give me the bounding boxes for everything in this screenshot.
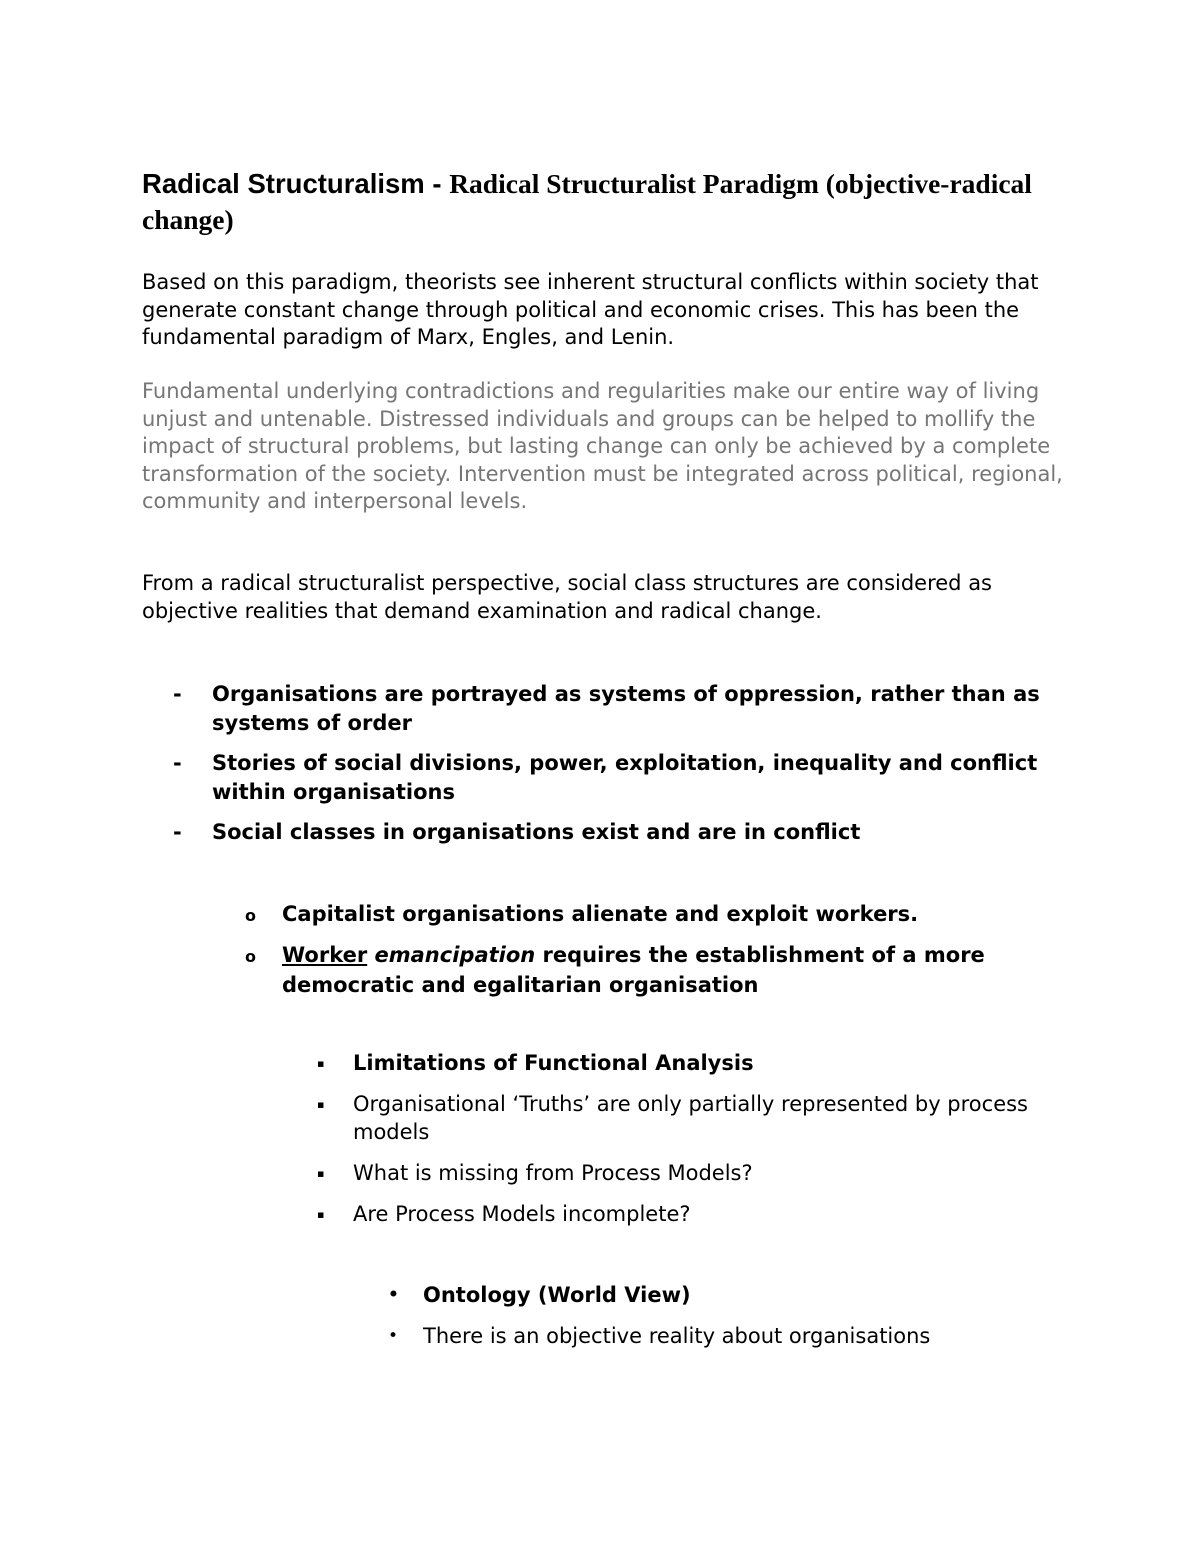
list-item <box>173 749 1053 807</box>
list-item-text: What is missing from Process Models? <box>353 1161 753 1185</box>
round-bullet-icon: • <box>388 1326 399 1346</box>
list-item <box>388 1281 1068 1309</box>
title-part-serif: Radical Structuralist Paradigm (objective-radical change) <box>142 168 1032 235</box>
document-title <box>142 166 1102 238</box>
list-item <box>317 1090 1037 1146</box>
square-bullet-icon: ▪ <box>317 1098 325 1111</box>
list-item-text: Ontology (World View) <box>423 1283 691 1307</box>
list-item-text: There is an objective reality about organisations <box>423 1324 931 1348</box>
square-list <box>317 1049 1037 1241</box>
round-bullet-icon: • <box>388 1285 399 1305</box>
list-item <box>245 940 1025 1000</box>
paragraph-paradigm-intro: Based on this paradigm, theorists see inherent structural conflicts within society that generate constant change through political and economic crises. This has been the fundamental paradigm of Marx, Engles, and Lenin. <box>142 270 1039 349</box>
list-item-text: Stories of social divisions, power, exploitation, inequality and conflict within organisations <box>212 751 1038 804</box>
square-bullet-icon: ▪ <box>317 1208 325 1221</box>
dash-marker: - <box>173 820 182 844</box>
list-item <box>317 1159 1037 1187</box>
list-item-text: Organisational ‘Truths’ are only partially represented by process models <box>353 1092 1028 1144</box>
underlined-word: Worker <box>282 943 368 967</box>
title-part-sans: Radical Structuralism - <box>142 168 450 199</box>
list-item <box>173 680 1053 738</box>
italic-word: emancipation <box>374 943 536 967</box>
list-item <box>245 899 1025 929</box>
dash-list <box>173 680 1053 858</box>
bullet-list <box>388 1281 1068 1363</box>
circle-bullet-icon: o <box>245 906 256 925</box>
list-item <box>317 1200 1037 1228</box>
dash-marker: - <box>173 751 182 775</box>
list-item-text: Capitalist organisations alienate and exploit workers. <box>282 902 919 926</box>
square-bullet-icon: ▪ <box>317 1167 325 1180</box>
paragraph-contradictions: Fundamental underlying contradictions and regularities make our entire way of living unjust and untenable. Distressed individuals and groups can be helped to mollify the impact of structural problems, but lasting change can only be achieved by a complete transformation of the society. Intervention must be integrated across political, regional, community and interpersonal levels. <box>142 379 1063 513</box>
list-item <box>173 818 1053 847</box>
list-item <box>388 1322 1068 1350</box>
circle-list <box>245 899 1025 1011</box>
list-item-rest: requires the establishment of a more democratic and egalitarian organisation <box>282 943 985 997</box>
paragraph-perspective: From a radical structuralist perspective, social class structures are considered as objective realities that demand examination and radical change. <box>142 571 992 623</box>
list-item-text: Social classes in organisations exist and are in conflict <box>212 820 861 844</box>
circle-bullet-icon: o <box>245 947 256 966</box>
list-item-text: Organisations are portrayed as systems of oppression, rather than as systems of order <box>212 682 1040 735</box>
list-item-text: Limitations of Functional Analysis <box>353 1051 754 1075</box>
square-bullet-icon: ▪ <box>317 1057 325 1070</box>
list-item-text: Are Process Models incomplete? <box>353 1202 691 1226</box>
list-item-text <box>282 940 1025 1000</box>
dash-marker: - <box>173 682 182 706</box>
list-item <box>317 1049 1037 1077</box>
